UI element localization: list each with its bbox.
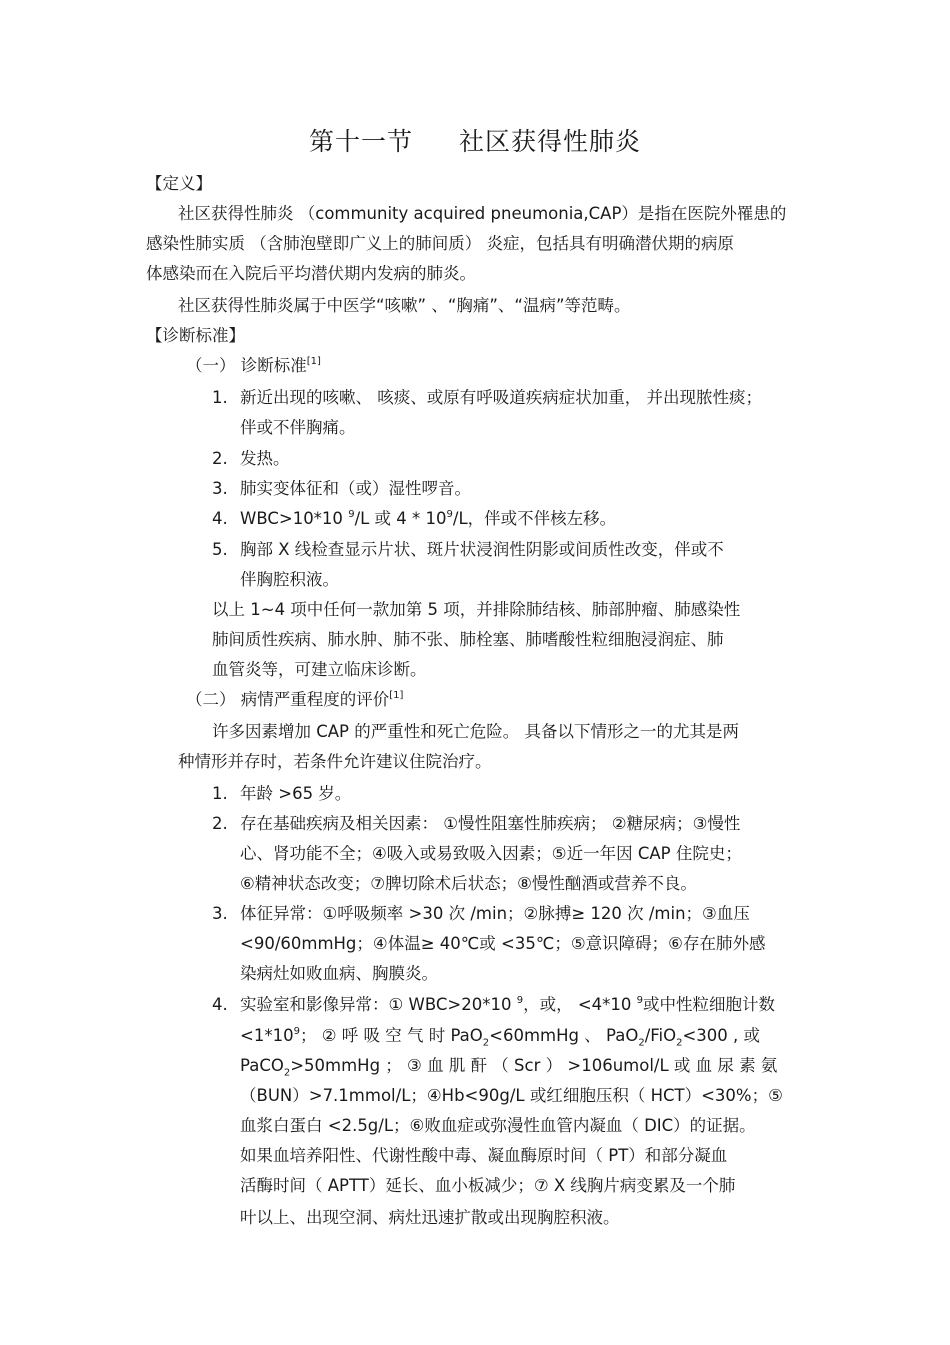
summary-line-1: 以上 1~4 项中任何一款加第 5 项，并排除肺结核、肺部肿瘤、肺感染性 [212,600,741,619]
severity-item-1: 1. 年龄 >65 岁。 [212,784,352,803]
diagnosis-heading: 【诊断标准】 [146,326,245,345]
severity-item-4-cont: 活酶时间（ APTT）延长、血小板减少；⑦ X 线胸片病变累及一个肺 [240,1176,736,1195]
definition-line-3: 体感染而在入院后平均潜伏期内发病的肺炎。 [146,264,476,283]
severity-item-4-cont: 叶以上、出现空洞、病灶迅速扩散或出现胸腔积液。 [240,1208,620,1227]
severity-item-4-cont: （BUN）>7.1mmol/L；④Hb<90g/L 或红细胞压积（ HCT）<30%；⑤ [240,1086,783,1105]
subsection-severity: （二） 病情严重程度的评价[1] [186,690,404,709]
criteria-item-1: 1. 新近出现的咳嗽、 咳痰、或原有呼吸道疾病症状加重， 并出现脓性痰； [212,388,762,407]
severity-item-4: 4. 实验室和影像异常：① WBC>20*10 $^9$，或， <4*10 $^9$或中性粒细胞计数 [212,995,776,1014]
subsection-criteria: （一） 诊断标准[1] [186,356,321,375]
severity-item-3-cont: 染病灶如败血病、胸膜炎。 [240,964,438,983]
severity-item-2: 2. 存在基础疾病及相关因素： ①慢性阻塞性肺疾病； ②糖尿病；③慢性 [212,814,741,833]
criteria-item-5: 5. 胸部 X 线检查显示片状、斑片状浸润性阴影或间质性改变，伴或不 [212,540,724,559]
severity-item-3-cont: <90/60mmHg；④体温≥ 40℃或 <35℃；⑤意识障碍；⑥存在肺外感 [240,934,766,953]
criteria-item-5-cont: 伴胸腔积液。 [240,570,339,589]
summary-line-3: 血管炎等，可建立临床诊断。 [212,660,427,679]
criteria-item-1-cont: 伴或不伴胸痛。 [240,418,356,437]
definition-line-4: 社区获得性肺炎属于中医学“咳嗽” 、“胸痛”、“温病”等范畴。 [178,296,631,315]
severity-item-3: 3. 体征异常：①呼吸频率 >30 次 /min；②脉搏≥ 120 次 /min；③血压 [212,904,750,923]
summary-line-2: 肺间质性疾病、肺水肿、肺不张、肺栓塞、肺嗜酸性粒细胞浸润症、肺 [212,630,724,649]
severity-item-2-cont: 心、肾功能不全；④吸入或易致吸入因素；⑤近一年因 CAP 住院史； [240,844,742,863]
reference-mark: [1] [389,690,404,701]
criteria-item-4: 4. WBC>10*10 $^9$/L 或 $4 * 10^9/L$，伴或不伴核左移。 [212,509,617,528]
severity-item-4-cont: PaCO$_2$>50mmHg ； ③ 血 肌 酐 （ Scr ） >106umol/L 或 血 尿 素 氨 [240,1056,778,1079]
criteria-item-2: 2. 发热。 [212,449,290,468]
criteria-item-3: 3. 肺实变体征和（或）湿性啰音。 [212,479,471,498]
reference-mark: [1] [306,356,321,367]
definition-heading: 【定义】 [146,174,212,193]
severity-item-2-cont: ⑥精神状态改变；⑦脾切除术后状态；⑧慢性酗酒或营养不良。 [240,874,697,893]
definition-line-2: 感染性肺实质 （含肺泡壁即广义上的肺间质） 炎症，包括具有明确潜伏期的病原 [146,234,734,253]
page-title [0,122,950,158]
title-section: 第十一节 [308,127,413,156]
severity-intro-2: 种情形并存时，若条件允许建议住院治疗。 [178,752,492,771]
definition-line-1: 社区获得性肺炎 （community acquired pneumonia,CAP）是指在医院外罹患的 [178,204,787,223]
title-topic: 社区获得性肺炎 [459,127,642,156]
severity-intro-1: 许多因素增加 CAP 的严重性和死亡危险。 具备以下情形之一的尤其是两 [212,722,739,741]
severity-item-4-cont: 如果血培养阳性、代谢性酸中毒、凝血酶原时间（ PT）和部分凝血 [240,1146,728,1165]
severity-item-4-cont: $<1*10^9$； ② 呼 吸 空 气 时 PaO$_2$<60mmHg 、 PaO$_2$/FiO$_2$<300 , 或 [240,1026,761,1049]
severity-item-4-cont: 血浆白蛋白 <2.5g/L；⑥败血症或弥漫性血管内凝血（ DIC）的证据。 [240,1116,756,1135]
